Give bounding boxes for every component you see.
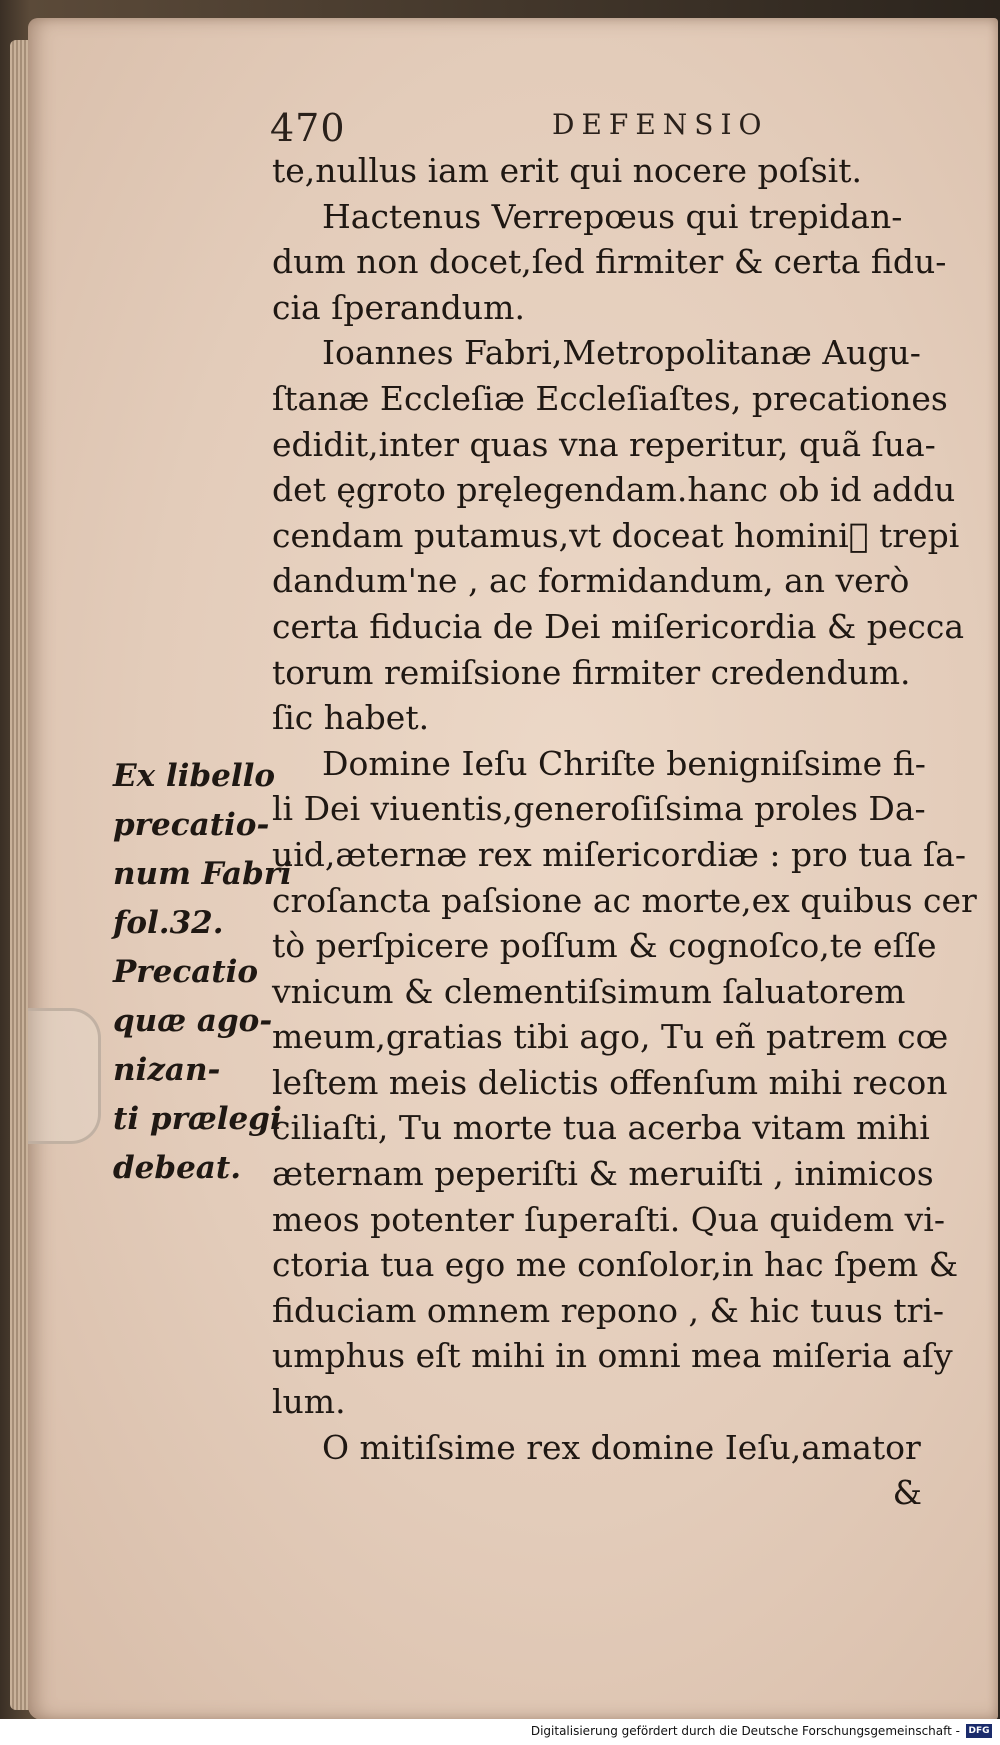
dfg-logo-icon: DFG bbox=[966, 1724, 992, 1738]
catchword: & bbox=[892, 1473, 922, 1513]
page-header bbox=[270, 100, 970, 150]
text-line: Domine Ieſu Chriſte benigniſsime fi- bbox=[322, 743, 926, 783]
text-line: ſtanæ Eccleſiæ Eccleſiaſtes, precationes bbox=[272, 378, 948, 418]
text-line: cia ſperandum. bbox=[272, 287, 525, 327]
text-line: croſancta paſsione ac morte,ex quibus cer bbox=[272, 880, 977, 920]
text-line: uid,æternæ rex miſericordiæ : pro tua ſa- bbox=[272, 834, 966, 874]
text-line: ſic habet. bbox=[272, 698, 430, 738]
text-line: torum remiſsione firmiter credendum. bbox=[272, 652, 911, 692]
running-title: DEFENSIO bbox=[552, 108, 769, 141]
text-line: vnicum & clementiſsimum ſaluatorem bbox=[272, 971, 906, 1011]
margin-line: quæ ago- bbox=[113, 1003, 273, 1039]
text-line: ctoria tua ego me conſolor,in hac ſpem & bbox=[272, 1245, 959, 1285]
text-line: Hactenus Verrepœus qui trepidan- bbox=[322, 196, 903, 236]
margin-line: Precatio bbox=[113, 954, 259, 990]
funding-credit: Digitalisierung gefördert durch die Deutsche Forschungsgemeinschaft - bbox=[530, 1724, 960, 1738]
text-line: dum non docet,ſed firmiter & certa fidu- bbox=[272, 242, 947, 282]
text-line: edidit,inter quas vna reperitur, quã ſua- bbox=[272, 424, 936, 464]
text-line: O mitiſsime rex domine Ieſu,amator bbox=[322, 1427, 921, 1467]
text-line: fiduciam omnem repono , & hic tuus tri- bbox=[272, 1290, 945, 1330]
text-line: tò perſpicere poſſum & cognoſco,te eſſe bbox=[272, 926, 937, 966]
text-line: ciliaſti, Tu morte tua acerba vitam mihi bbox=[272, 1108, 930, 1148]
margin-line: Ex libello bbox=[113, 758, 276, 794]
page-number: 470 bbox=[270, 106, 346, 150]
page-clip bbox=[28, 1008, 101, 1144]
main-text-block bbox=[272, 148, 977, 1516]
text-line: dandum'ne , ac formidandum, an verò bbox=[272, 561, 910, 601]
text-line: meum,gratias tibi ago, Tu eñ patrem cœ bbox=[272, 1017, 949, 1057]
text-line: meos potenter ſuperaſti. Qua quidem vi- bbox=[272, 1199, 945, 1239]
text-line: leſtem meis delictis offenſum mihi recon bbox=[272, 1062, 948, 1102]
text-line: det ęgroto pręlegendam.hanc ob id addu bbox=[272, 470, 956, 510]
text-line: cendam putamus,vt doceat homini᷑ trepi bbox=[272, 515, 960, 555]
margin-line: debeat. bbox=[113, 1150, 241, 1186]
margin-line: nizan- bbox=[113, 1052, 221, 1088]
text-line: umphus eſt mihi in omni mea miſeria aſy bbox=[272, 1336, 953, 1376]
margin-line: precatio- bbox=[113, 807, 270, 843]
margin-line: fol.32. bbox=[113, 905, 224, 941]
text-line: li Dei viuentis,generoſiſsima proles Da- bbox=[272, 789, 926, 829]
text-line: æternam peperiſti & meruiſti , inimicos bbox=[272, 1154, 934, 1194]
text-line: te,nullus iam erit qui nocere poſsit. bbox=[272, 151, 862, 190]
margin-line: num Fabri bbox=[113, 856, 292, 892]
marginal-note bbox=[113, 752, 292, 1193]
margin-line: ti prælegi bbox=[113, 1101, 282, 1137]
text-line: lum. bbox=[272, 1382, 346, 1422]
text-line: Ioannes Fabri,Metropolitanæ Augu- bbox=[322, 333, 921, 373]
text-line: certa fiducia de Dei miſericordia & pecca bbox=[272, 606, 965, 646]
digitization-footer bbox=[0, 1719, 1000, 1745]
